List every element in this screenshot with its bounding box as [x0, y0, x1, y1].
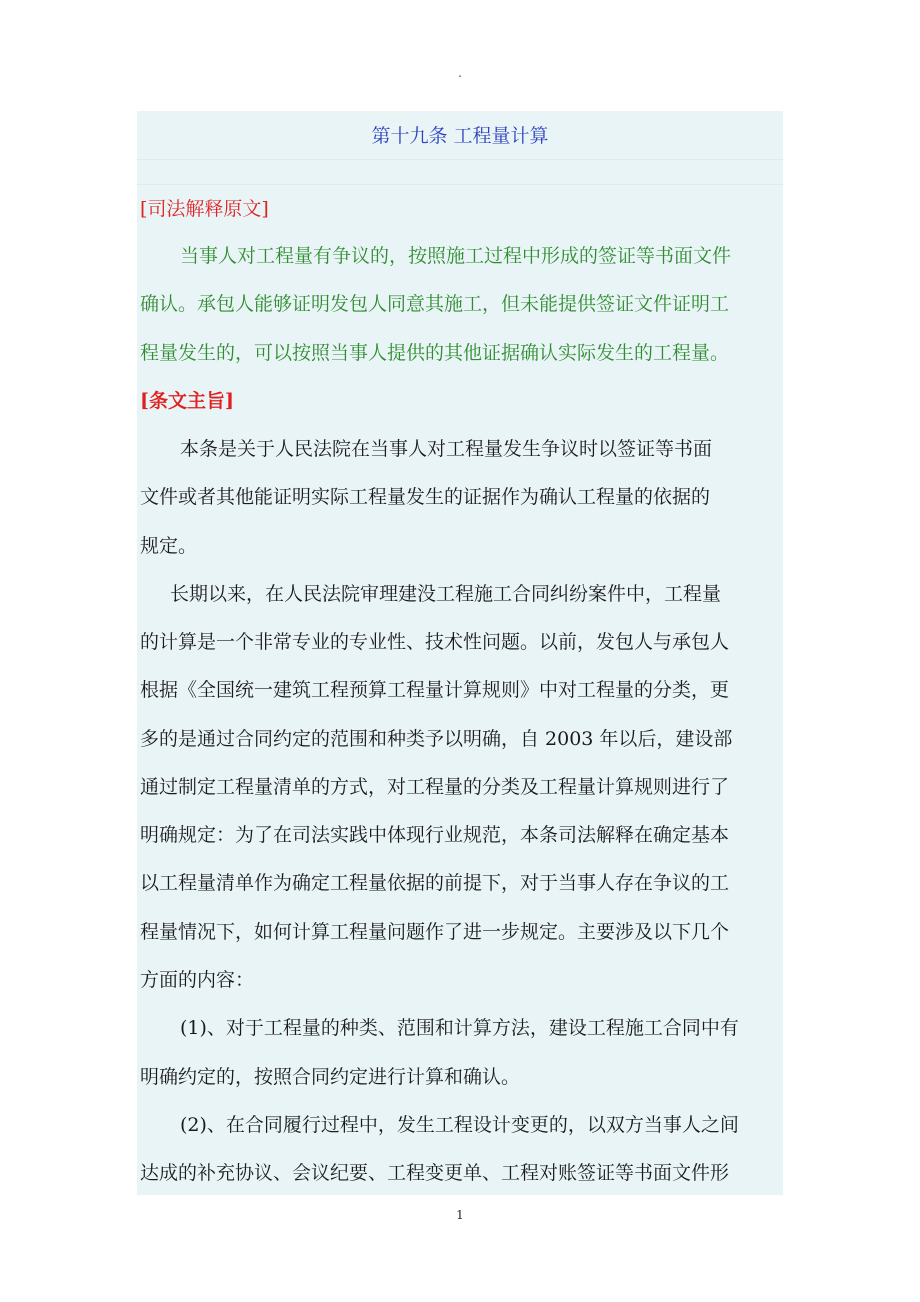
header-mark: . — [458, 66, 462, 80]
body-text-line: 根据《全国统一建筑工程预算工程量计算规则》中对工程量的分类，更 — [140, 679, 730, 701]
page-number: 1 — [456, 1208, 464, 1222]
purpose-text-line: 本条是关于人民法院在当事人对工程量发生争议时以签证等书面 — [180, 438, 713, 460]
body-text-line: 以工程量清单作为确定工程量依据的前提下，对于当事人存在争议的工 — [140, 872, 730, 894]
blank-band — [137, 160, 783, 185]
item-2-text-line: (2)、在合同履行过程中，发生工程设计变更的，以双方当事人之间 — [180, 1114, 739, 1136]
item-1-text-line: 明确约定的，按照合同约定进行计算和确认。 — [140, 1066, 521, 1088]
body-text-line: 明确规定：为了在司法实践中体现行业规范，本条司法解释在确定基本 — [140, 824, 730, 846]
purpose-text-line: 规定。 — [140, 535, 198, 557]
section-heading-original: [司法解释原文] — [140, 198, 269, 220]
body-text-line: 多的是通过合同约定的范围和种类予以明确，自 2003 年以后，建设部 — [140, 728, 733, 750]
original-text-line: 确认。承包人能够证明发包人同意其施工，但未能提供签证文件证明工 — [140, 293, 730, 315]
body-text-line: 的计算是一个非常专业的专业性、技术性问题。以前，发包人与承包人 — [140, 631, 730, 653]
section-heading-purpose: [条文主旨] — [140, 390, 234, 412]
article-title: 第十九条 工程量计算 — [371, 125, 549, 147]
original-text-line: 程量发生的，可以按照当事人提供的其他证据确认实际发生的工程量。 — [140, 342, 730, 364]
item-1-text-line: (1)、对于工程量的种类、范围和计算方法，建设工程施工合同中有 — [180, 1017, 739, 1039]
purpose-text-line: 文件或者其他能证明实际工程量发生的证据作为确认工程量的依据的 — [140, 486, 711, 508]
body-text-line: 长期以来，在人民法院审理建没工程施工合同纠纷案件中，工程量 — [170, 583, 722, 605]
body-text-line: 方面的内容： — [140, 969, 255, 991]
original-text-line: 当事人对工程量有争议的，按照施工过程中形成的签证等书面文件 — [180, 245, 732, 267]
item-2-text-line: 达成的补充协议、会议纪要、工程变更单、工程对账签证等书面文件形 — [140, 1162, 730, 1184]
body-text-line: 通过制定工程量清单的方式，对工程量的分类及工程量计算规则进行了 — [140, 776, 730, 798]
body-text-line: 程量情况下，如何计算工程量问题作了进一步规定。主要涉及以下几个 — [140, 921, 730, 943]
